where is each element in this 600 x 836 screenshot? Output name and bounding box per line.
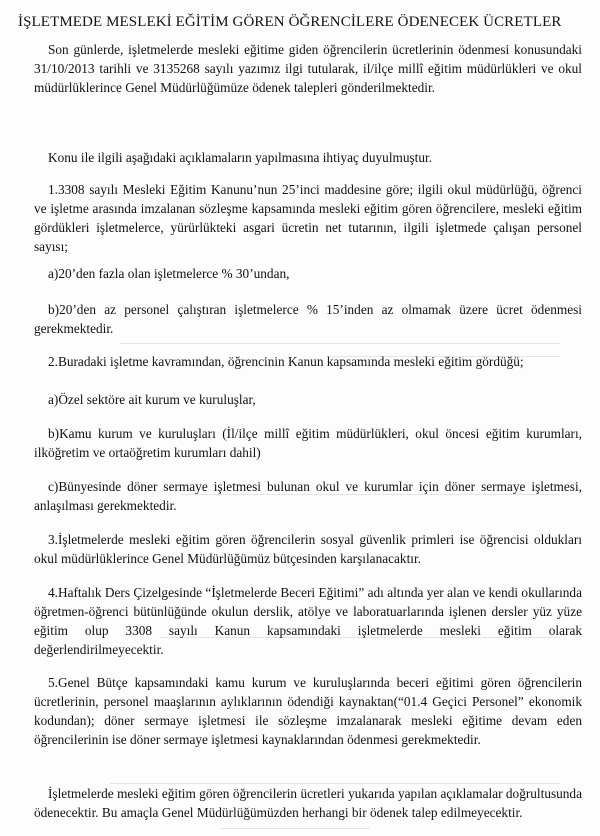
- item-2-paragraph: 2.Buradaki işletme kavramından, öğrencinin Kanun kapsamında mesleki eğitim gördüğü;: [48, 354, 524, 369]
- item-2c: c)Bünyesinde döner sermaye işletmesi bulunan okul ve kurumlar için döner sermaye işletmesi, anlaşılması gerekmektedir.: [34, 479, 582, 513]
- item-1a: a)20’den fazla olan işletmelerce % 30’undan,: [48, 266, 290, 281]
- document-title: İŞLETMEDE MESLEKİ EĞİTİM GÖREN ÖĞRENCİLERE ÖDENECEK ÜCRETLER: [18, 14, 562, 30]
- item-2b: b)Kamu kurum ve kuruluşları (İl/ilçe millî eğitim müdürlükleri, okul öncesi eğitim kurumları, ilköğretim ve ortaöğretim kurumları dahil): [34, 426, 582, 460]
- item-1b: b)20’den az personel çalıştıran işletmelerce % 15’inden az olmamak üzere ücret ödenmesi gerekmektedir.: [34, 302, 582, 336]
- intro-paragraph: Son günlerde, işletmelerde mesleki eğitime giden öğrencilerin ücretlerinin ödenmesi konusundaki 31/10/2013 tarihli ve 3135268 sayılı yazımız ilgi tutularak, il/ilçe millî eğitim müdürlükleri ve okul müdürlüklerince Genel Müdürlüğümüze ödenek talepleri gönderilmektedir.: [34, 42, 582, 95]
- item-4-paragraph: 4.Haftalık Ders Çizelgesinde “İşletmelerde Beceri Eğitimi” adı altında yer alan ve kendi okullarında öğretmen-öğrenci bütünlüğünde okulun derslik, atölye ve laboratuarlarında işlenen dersler yüz yüze eğitim olup 3308 sayılı Kanun kapsamındaki işletmelerde mesleki eğitim olarak değerlendirilmeyecektir.: [34, 585, 582, 657]
- item-5-paragraph: 5.Genel Bütçe kapsamındaki kamu kurum ve kuruluşlarında beceri eğitimi gören öğrencilerin ücretlerinin, personel maaşlarının aylıklarının ödendiği kaynaktan(“01.4 Geçici Personel” ekonomik kodundan); döner sermaye işletmesi ile sözleşme imzalanarak mesleki eğitime devam eden öğrencilerinin ise döner sermaye işletmesi kaynaklarından ödenmesi gerekmektedir.: [34, 675, 582, 747]
- need-paragraph: Konu ile ilgili aşağıdaki açıklamaların yapılmasına ihtiyaç duyulmuştur.: [48, 150, 433, 165]
- bleed-through-line: [120, 343, 560, 344]
- item-3-paragraph: 3.İşletmelerde mesleki eğitim gören öğrencilerin sosyal güvenlik primleri ise öğrencisi oldukları okul müdürlüklerince Genel Müdürlüğümüz bütçesinden karşılanacaktır.: [34, 532, 582, 566]
- item-2a: a)Özel sektöre ait kurum ve kuruluşlar,: [48, 392, 256, 407]
- closing-paragraph: İşletmelerde mesleki eğitim gören öğrencilerin ücretleri yukarıda yapılan açıklamalar doğrultusunda ödenecektir. Bu amaçla Genel Müdürlüğümüzden herhangi bir ödenek talep edilmeyecektir.: [34, 786, 582, 820]
- bleed-through-line: [220, 828, 370, 829]
- item-1-paragraph: 1.3308 sayılı Mesleki Eğitim Kanunu’nun 25’inci maddesine göre; ilgili okul müdürlüğü, öğrenci ve işletme arasında imzalanan sözleşme kapsamında mesleki eğitim gören öğrencilere, mesleki eğitim gördükleri işletmelerce, yürürlükteki asgari ücretin net tutarının, ilgili işletmede çalışan personel sayısı;: [34, 182, 582, 254]
